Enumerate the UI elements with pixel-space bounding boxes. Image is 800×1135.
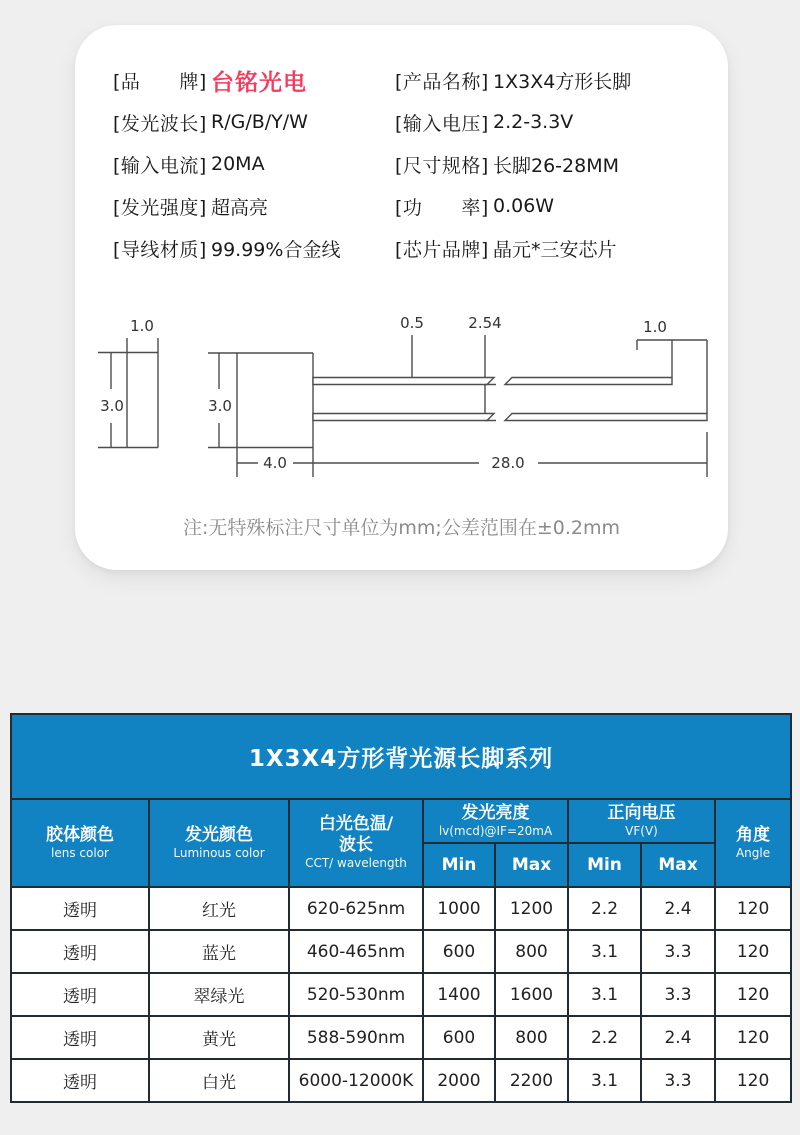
table-cell: 2.2 <box>568 887 641 930</box>
table-cell: 1600 <box>495 973 568 1016</box>
spec-label: [发光强度] <box>113 196 207 219</box>
brand-value: 台铭光电 <box>211 69 307 96</box>
spec-label: [品 牌] <box>113 70 207 93</box>
spec-item-intensity <box>113 185 395 227</box>
table-cell: 520-530nm <box>289 973 423 1016</box>
table-cell: 2.4 <box>641 887 715 930</box>
column-header-forward-voltage <box>568 799 715 843</box>
dim-body-width-label: 4.0 <box>263 454 287 472</box>
dim-body-height-label: 3.0 <box>208 397 232 415</box>
column-header-vf-max: Max <box>641 843 715 887</box>
table-cell: 120 <box>715 1016 791 1059</box>
dim-front-width-label: 1.0 <box>130 317 154 335</box>
column-header-luminous-color <box>149 799 289 887</box>
header-zh-line2: 波长 <box>339 835 373 856</box>
dim-lead-length-label: 28.0 <box>491 454 525 472</box>
table-cell: 蓝光 <box>149 930 289 973</box>
spec-label: [发光波长] <box>113 112 207 135</box>
tolerance-note: 注:无特殊标注尺寸单位为mm;公差范围在±0.2mm <box>183 517 620 539</box>
dim-lead-thickness-label: 0.5 <box>400 314 424 332</box>
table-cell: 2200 <box>495 1059 568 1102</box>
table-cell: 120 <box>715 887 791 930</box>
table-cell: 3.3 <box>641 973 715 1016</box>
spec-value: 晶元*三安芯片 <box>493 238 617 261</box>
dimension-drawing <box>75 305 728 485</box>
spec-item-wire <box>113 227 395 269</box>
spec-value: 1X3X4方形长脚 <box>493 70 632 93</box>
spec-item-current <box>113 143 395 185</box>
product-spec-card <box>75 25 728 570</box>
header-zh: 发光颜色 <box>185 824 253 845</box>
spec-item-chip <box>395 227 708 269</box>
table-cell: 600 <box>423 1016 495 1059</box>
table-row <box>11 930 791 973</box>
header-en: lv(mcd)@IF=20mA <box>438 823 553 838</box>
spec-label: [尺寸规格] <box>395 154 489 177</box>
spec-item-size <box>395 143 708 185</box>
spec-value: R/G/B/Y/W <box>211 111 308 133</box>
table-cell: 2.2 <box>568 1016 641 1059</box>
table-cell: 3.1 <box>568 973 641 1016</box>
spec-list <box>113 59 708 269</box>
table-cell: 透明 <box>11 1059 149 1102</box>
header-zh: 角度 <box>736 824 771 845</box>
table-cell: 2000 <box>423 1059 495 1102</box>
table-cell: 120 <box>715 973 791 1016</box>
table-row <box>11 887 791 930</box>
table-cell: 460-465nm <box>289 930 423 973</box>
table-cell: 红光 <box>149 887 289 930</box>
header-en: VF(V) <box>625 823 658 838</box>
dim-lead-pitch-label: 2.54 <box>468 314 502 332</box>
header-en: CCT/ wavelength <box>305 856 407 871</box>
table-title-text: 1X3X4方形背光源长脚系列 <box>248 746 554 772</box>
spec-item-wavelength <box>113 101 395 143</box>
column-header-angle <box>715 799 791 887</box>
column-header-cct-wavelength <box>289 799 423 887</box>
table-cell: 3.3 <box>641 930 715 973</box>
table-cell: 3.1 <box>568 930 641 973</box>
dim-front-height-label: 3.0 <box>100 397 124 415</box>
led-spec-table <box>10 713 792 1103</box>
spec-value: 长脚26-28MM <box>493 154 619 177</box>
spec-value: 99.99%合金线 <box>211 238 341 261</box>
spec-label: [输入电流] <box>113 154 207 177</box>
column-header-lum-min: Min <box>423 843 495 887</box>
table-cell: 1400 <box>423 973 495 1016</box>
table-cell: 6000-12000K <box>289 1059 423 1102</box>
table-cell: 透明 <box>11 887 149 930</box>
table-cell: 透明 <box>11 1016 149 1059</box>
table-cell: 1200 <box>495 887 568 930</box>
table-cell: 588-590nm <box>289 1016 423 1059</box>
column-header-lens-color <box>11 799 149 887</box>
table-cell: 120 <box>715 1059 791 1102</box>
table-row <box>11 973 791 1016</box>
column-header-vf-min: Min <box>568 843 641 887</box>
spec-value: 20MA <box>211 153 265 175</box>
table-cell: 620-625nm <box>289 887 423 930</box>
header-en: Angle <box>735 845 771 860</box>
table-cell: 3.3 <box>641 1059 715 1102</box>
table-cell: 800 <box>495 1016 568 1059</box>
table-row <box>11 1059 791 1102</box>
header-zh: 胶体颜色 <box>46 824 114 845</box>
spec-item-power <box>395 185 708 227</box>
table-title <box>11 714 791 799</box>
spec-value: 超高亮 <box>211 196 269 219</box>
table-cell: 1000 <box>423 887 495 930</box>
table-cell: 2.4 <box>641 1016 715 1059</box>
table-cell: 黄光 <box>149 1016 289 1059</box>
spec-item-voltage <box>395 101 708 143</box>
table-cell: 翠绿光 <box>149 973 289 1016</box>
table-cell: 3.1 <box>568 1059 641 1102</box>
column-header-lum-max: Max <box>495 843 568 887</box>
spec-value: 2.2-3.3V <box>493 111 574 133</box>
table-row <box>11 1016 791 1059</box>
header-zh: 发光亮度 <box>461 802 530 823</box>
spec-label: [功 率] <box>395 196 489 219</box>
spec-label: [芯片品牌] <box>395 238 489 261</box>
spec-label: [导线材质] <box>113 238 207 261</box>
spec-label: [输入电压] <box>395 112 489 135</box>
header-en: Luminous color <box>173 845 265 860</box>
dim-lead-tip-offset-label: 1.0 <box>643 318 667 336</box>
spec-item-product-name <box>395 59 708 101</box>
header-zh-line1: 白光色温/ <box>318 813 394 834</box>
header-zh: 正向电压 <box>607 802 676 823</box>
table-cell: 120 <box>715 930 791 973</box>
table-cell: 透明 <box>11 930 149 973</box>
spec-value: 0.06W <box>493 195 555 217</box>
table-cell: 白光 <box>149 1059 289 1102</box>
column-header-luminous-intensity <box>423 799 568 843</box>
header-en: lens color <box>51 845 109 860</box>
table-cell: 800 <box>495 930 568 973</box>
table-cell: 透明 <box>11 973 149 1016</box>
spec-item-brand <box>113 59 395 101</box>
spec-label: [产品名称] <box>395 70 489 93</box>
table-cell: 600 <box>423 930 495 973</box>
